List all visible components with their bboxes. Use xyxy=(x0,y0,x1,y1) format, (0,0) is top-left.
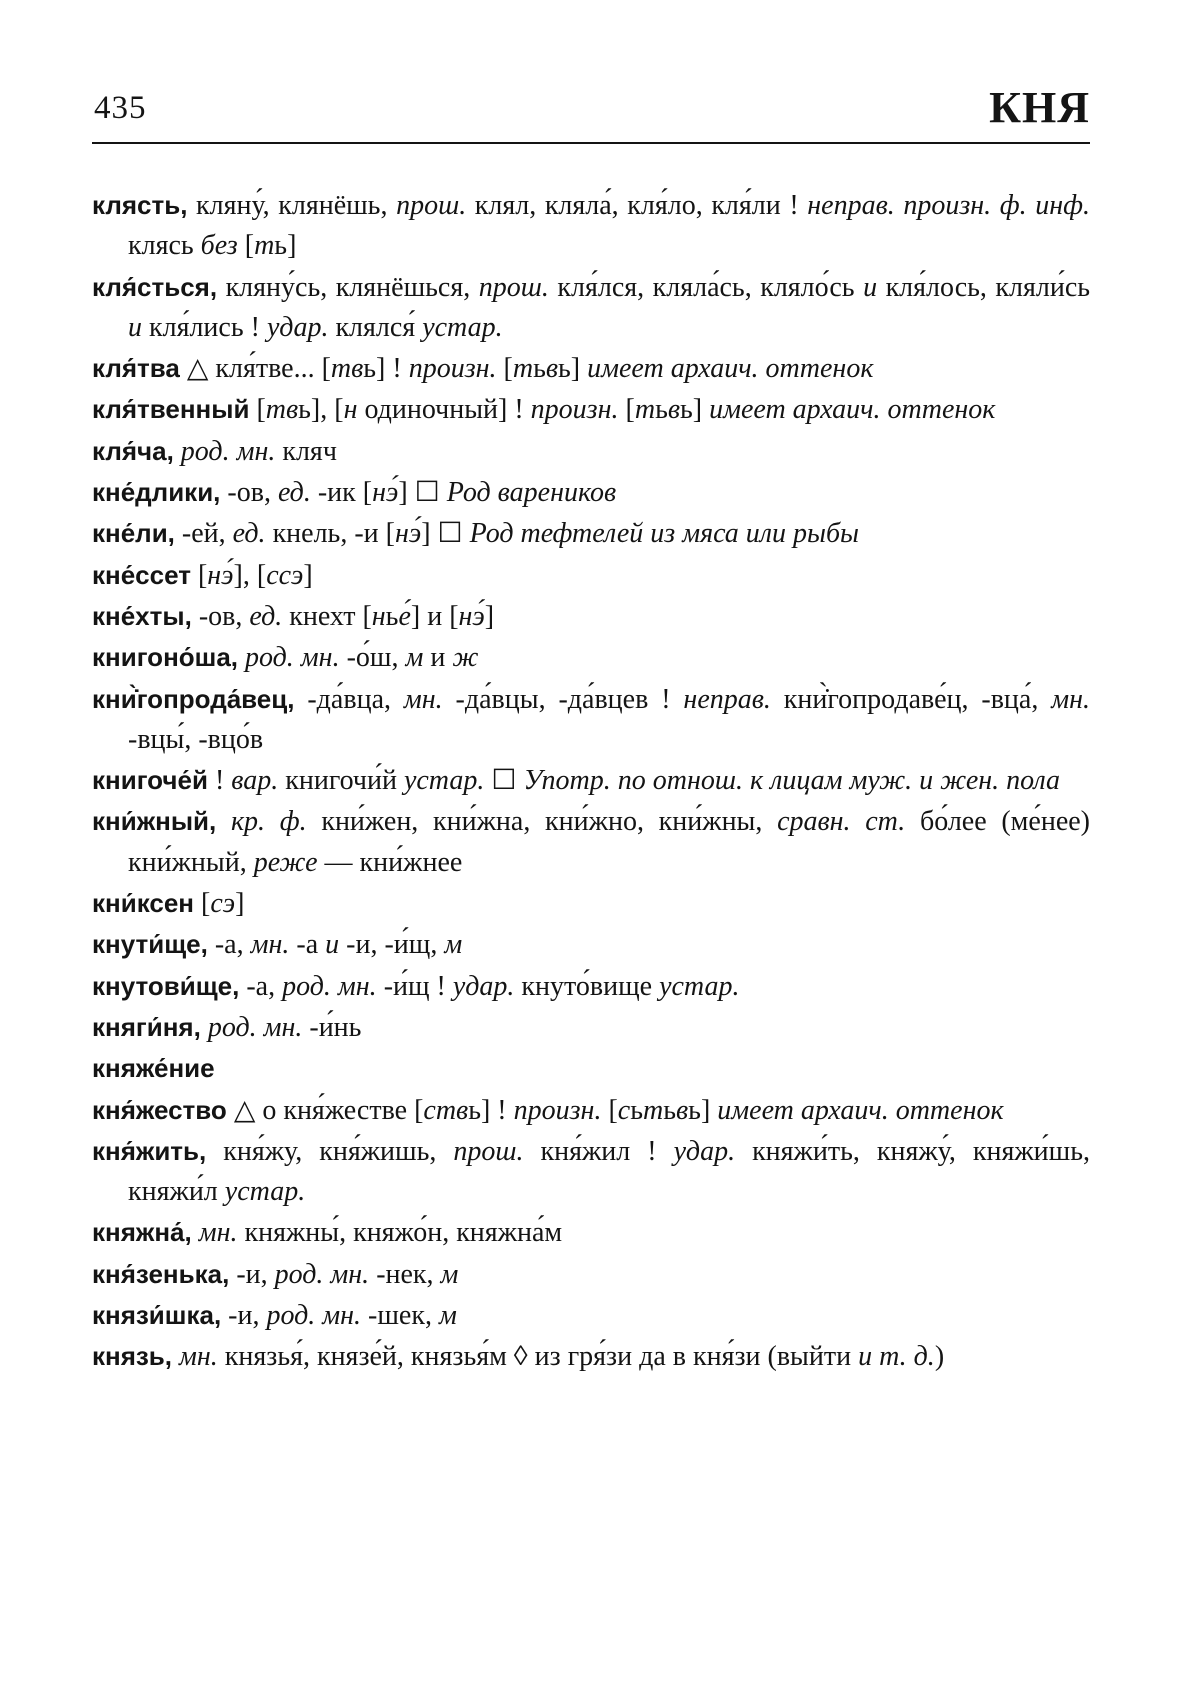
page-header xyxy=(92,80,1090,144)
entry-text: кнуто́вище xyxy=(514,970,660,1002)
entry-label-italic: произн. xyxy=(513,1094,602,1126)
entry-label-italic: м xyxy=(440,1258,459,1290)
entry-text: -ик [ xyxy=(310,477,373,509)
entry-label-italic: т xyxy=(634,394,656,426)
entry-label-italic: в xyxy=(667,394,680,426)
entry-label-italic: неправ. xyxy=(683,683,771,715)
entry-text: △ о кня́жестве [ xyxy=(226,1094,424,1126)
entry-label-italic: кр. ф. xyxy=(230,806,307,838)
dictionary-entry xyxy=(92,1212,1090,1253)
entry-text: клялся́ xyxy=(328,311,423,343)
entry-label-italic: род. мн. xyxy=(207,1011,303,1043)
entry-text: и xyxy=(423,642,453,674)
entry-text: [ xyxy=(194,888,211,920)
entry-text: △ кля́тве... [ xyxy=(179,353,331,385)
entry-label-italic: м xyxy=(438,1300,457,1332)
entry-text: -вцы́, -вцо́в xyxy=(128,723,264,755)
entry-label-italic: сэ xyxy=(210,888,236,920)
dictionary-entry xyxy=(92,1254,1090,1295)
entry-text: ! xyxy=(207,765,232,797)
entry-label-italic: имеет архаич. оттенок xyxy=(717,1094,1004,1126)
entry-label-italic: ед. xyxy=(232,518,266,550)
entry-text: клял, кляла́, кля́ло, кля́ли ! xyxy=(466,190,808,221)
dictionary-entry xyxy=(92,472,1090,513)
entry-text: -и́щ ! xyxy=(376,970,453,1002)
entry-label-italic: ж xyxy=(452,642,479,674)
entry-text: -а xyxy=(289,929,326,961)
entry-text: ] xyxy=(235,888,245,920)
entry-label-italic: удар. xyxy=(266,311,329,343)
entries-column xyxy=(92,185,1090,1378)
entry-text: -а, xyxy=(239,970,283,1002)
entry-text: -и́нь xyxy=(302,1011,362,1043)
entry-text: -шек, xyxy=(361,1300,439,1332)
entry-text: [ xyxy=(249,394,266,426)
entry-text: -ей, xyxy=(174,518,233,550)
dictionary-entry xyxy=(92,185,1090,267)
entry-text: ] ☐ xyxy=(398,477,447,509)
entry-text: князья́, князе́й, князья́м ◊ из гря́зи да в кня́зи (выйти xyxy=(217,1341,859,1373)
entry-label-italic: е́ xyxy=(398,600,411,632)
entry-headword: книгоно́ша, xyxy=(92,642,239,673)
entry-text: одиночный] ! xyxy=(357,394,531,426)
entry-headword: княги́ня, xyxy=(92,1011,201,1042)
entry-label-italic: мн. xyxy=(1051,683,1090,715)
entry-label-italic: тв xyxy=(330,353,364,385)
entry-text: ь], [ xyxy=(298,394,344,426)
entry-headword: княжна́, xyxy=(92,1217,192,1248)
entry-label-italic: устар. xyxy=(224,1176,306,1208)
entry-text: кля́лся, кляла́сь, кляло́сь xyxy=(548,271,864,303)
entry-text: кни̇̀гопродаве́ц, -вца́, xyxy=(770,683,1052,715)
entry-label-italic: реже xyxy=(253,846,318,878)
entry-text xyxy=(201,1012,208,1043)
entry-headword: князь, xyxy=(92,1341,173,1372)
entry-label-italic: н xyxy=(371,600,386,632)
entry-headword: кнутови́ще, xyxy=(92,970,240,1001)
entry-headword: кня́зенька, xyxy=(92,1258,230,1289)
entry-text: ь xyxy=(385,600,399,632)
entry-text: княжны́, княжо́н, княжна́м xyxy=(237,1217,563,1249)
entry-text xyxy=(238,642,245,673)
dictionary-entry xyxy=(92,679,1090,761)
entry-text: бо́лее (ме́нее) кни́жный, xyxy=(128,806,1090,878)
entry-headword: кни́жный, xyxy=(92,806,217,837)
entry-text: [ xyxy=(237,230,255,262)
entry-text: клясь xyxy=(128,230,201,262)
entry-text: кляну́сь, клянёшься, xyxy=(217,271,479,303)
running-head: КНЯ xyxy=(989,83,1090,132)
entry-headword: кни̇̀гопрода́вец, xyxy=(92,683,295,714)
entry-label-italic: м xyxy=(444,929,463,961)
dictionary-entry xyxy=(92,801,1090,883)
dictionary-entry xyxy=(92,966,1090,1007)
entry-label-italic: н xyxy=(343,394,358,426)
entry-text xyxy=(216,806,231,837)
entry-text: ь xyxy=(663,1094,677,1126)
entry-label-italic: и xyxy=(128,311,142,343)
entry-label-italic: без xyxy=(200,230,238,262)
entry-text: -да́вцы, -да́вцев ! xyxy=(442,683,684,715)
entry-label-italic: имеет архаич. оттенок xyxy=(709,394,996,426)
entry-headword: кля́ча, xyxy=(92,435,174,466)
entry-label-italic: в xyxy=(676,1094,689,1126)
entry-text: -ов, xyxy=(191,600,250,632)
entry-headword: кне́хты, xyxy=(92,600,192,631)
entry-text: ь] xyxy=(558,353,588,385)
entry-label-italic: род. мн. xyxy=(282,970,377,1002)
entry-label-italic: сравн. ст. xyxy=(777,806,906,838)
entry-label-italic: ед. xyxy=(277,477,311,509)
entry-text: ], [ xyxy=(233,559,267,591)
entry-headword: кня́жить, xyxy=(92,1135,207,1166)
entry-text: кня́жу, кня́жишь, xyxy=(206,1135,454,1167)
entry-label-italic: род. мн. xyxy=(245,642,340,674)
entry-headword: княже́ние xyxy=(92,1053,215,1084)
entry-label-italic: род. мн. xyxy=(274,1258,370,1290)
entry-text: кнехт [ xyxy=(282,600,372,632)
entry-label-italic: мн. xyxy=(179,1341,218,1373)
entry-label-italic: неправ. произн. ф. инф. xyxy=(807,190,1091,221)
entry-label-italic: нэ́ xyxy=(458,600,485,632)
entry-label-italic: устар. xyxy=(422,311,503,343)
entry-label-italic: прош. xyxy=(453,1135,524,1167)
entry-label-italic: Род тефтелей из мяса или рыбы xyxy=(469,518,860,550)
entry-label-italic: т xyxy=(254,230,275,262)
entry-text: кнель, -и [ xyxy=(265,518,395,550)
dictionary-entry xyxy=(92,596,1090,637)
entry-label-italic: тв xyxy=(265,394,299,426)
entry-label-italic: м xyxy=(405,642,424,674)
entry-text: кни́жен, кни́жна, кни́жно, кни́жны, xyxy=(306,806,778,838)
entry-label-italic: и xyxy=(325,929,340,961)
entry-text: -и, xyxy=(221,1300,267,1332)
entry-text: ь] ! xyxy=(468,1094,514,1126)
entry-label-italic: прош. xyxy=(396,190,467,221)
entry-label-italic: Употр. по отнош. к лицам муж. и жен. пола xyxy=(523,765,1061,797)
entry-label-italic: в xyxy=(545,353,559,385)
dictionary-entry xyxy=(92,513,1090,554)
entry-headword: кля́сться, xyxy=(92,271,218,302)
dictionary-entry xyxy=(92,924,1090,965)
entry-label-italic: удар. xyxy=(452,970,515,1002)
entry-label-italic: ств xyxy=(423,1094,469,1126)
entry-label-italic: имеет архаич. оттенок xyxy=(587,353,874,385)
entry-headword: кне́длики, xyxy=(92,477,221,508)
entry-text: книгочи́й xyxy=(278,765,404,797)
entry-text: княжи́ть, княжу́, княжи́шь, княжи́л xyxy=(128,1135,1090,1208)
entry-label-italic: род. мн. xyxy=(266,1300,362,1332)
entry-headword: кни́ксен xyxy=(92,888,194,919)
entry-text: ь] xyxy=(680,394,710,426)
dictionary-entry xyxy=(92,1336,1090,1377)
entry-label-italic: ед. xyxy=(249,600,283,632)
entry-text: ь] ! xyxy=(363,353,409,385)
entry-text: ь] xyxy=(274,230,297,262)
entry-text: [ xyxy=(190,559,208,591)
entry-label-italic: удар. xyxy=(673,1135,736,1167)
entry-label-italic: т xyxy=(643,1094,664,1126)
entry-label-italic: и т. д. xyxy=(858,1341,935,1373)
entry-text: кляч xyxy=(275,435,337,467)
page-number: 435 xyxy=(94,90,147,126)
entry-text: ] xyxy=(303,559,313,591)
entry-text: ь xyxy=(630,1094,643,1126)
dictionary-entry xyxy=(92,1295,1090,1336)
entry-text: кля́лись ! xyxy=(142,311,267,343)
entry-label-italic: нэ́ xyxy=(394,518,422,550)
entry-text: кляну́, клянёшь, xyxy=(187,190,397,221)
entry-label-italic: с xyxy=(617,1094,631,1126)
dictionary-entry xyxy=(92,1090,1090,1131)
entry-text xyxy=(172,1341,179,1372)
dictionary-entry xyxy=(92,1048,1090,1089)
dictionary-entry xyxy=(92,637,1090,678)
entry-text: -и, -и́щ, xyxy=(339,929,445,961)
entry-text: ☐ xyxy=(484,765,524,797)
entry-text: -ов, xyxy=(220,477,278,509)
entry-label-italic: род. мн. xyxy=(180,435,276,467)
dictionary-entry xyxy=(92,348,1090,389)
entry-text: [ xyxy=(618,394,635,426)
entry-label-italic: нэ́ xyxy=(372,477,399,509)
entry-label-italic: произн. xyxy=(530,394,619,426)
entry-text: -да́вца, xyxy=(294,683,404,715)
entry-label-italic: т xyxy=(512,353,534,385)
entry-text: -нек, xyxy=(369,1258,441,1290)
dictionary-entry xyxy=(92,389,1090,430)
entry-text: кня́жил ! xyxy=(523,1135,674,1167)
entry-headword: кнути́ще, xyxy=(92,929,208,960)
entry-label-italic: нэ́ xyxy=(207,559,234,591)
dictionary-entry xyxy=(92,431,1090,472)
entry-label-italic: устар. xyxy=(659,970,740,1002)
entry-label-italic: прош. xyxy=(478,271,549,303)
entry-label-italic: Род вареников xyxy=(446,477,617,509)
dictionary-entry xyxy=(92,883,1090,924)
entry-label-italic: и xyxy=(863,271,878,303)
entry-text: [ xyxy=(601,1094,618,1126)
entry-label-italic: произн. xyxy=(408,353,497,385)
entry-headword: кля́твенный xyxy=(92,394,250,425)
entry-label-italic: мн. xyxy=(198,1217,238,1249)
entry-text: -и, xyxy=(229,1258,275,1290)
entry-label-italic: устар. xyxy=(403,765,485,797)
entry-text xyxy=(192,1217,199,1248)
entry-text: -а, xyxy=(207,929,251,961)
entry-headword: книгоче́й xyxy=(92,765,208,796)
dictionary-entry xyxy=(92,555,1090,596)
entry-label-italic: мн. xyxy=(403,683,443,715)
entry-text: — кни́жнее xyxy=(317,846,463,878)
entry-text: [ xyxy=(496,353,513,385)
entry-label-italic: ссэ xyxy=(266,559,304,591)
entry-text xyxy=(174,436,181,467)
entry-headword: кне́ли, xyxy=(92,518,175,549)
entry-text: ] ☐ xyxy=(421,518,470,550)
entry-headword: кня́жество xyxy=(92,1094,227,1125)
dictionary-entry xyxy=(92,760,1090,801)
entry-text: кля́лось, кляли́сь xyxy=(877,271,1091,303)
entry-label-italic: мн. xyxy=(250,929,290,961)
entry-text: ] и [ xyxy=(410,600,459,632)
entry-headword: клясть, xyxy=(92,190,188,220)
entry-text: ь xyxy=(533,353,546,385)
entry-headword: кля́тва xyxy=(92,353,180,384)
entry-text: ) xyxy=(934,1341,945,1373)
entry-headword: князи́шка, xyxy=(92,1300,222,1331)
entry-text: ] xyxy=(484,600,495,632)
entry-label-italic: вар. xyxy=(231,765,279,797)
entry-text: ь] xyxy=(688,1094,718,1126)
dictionary-entry xyxy=(92,1007,1090,1048)
dictionary-entry xyxy=(92,1131,1090,1213)
entry-text: ь xyxy=(655,394,668,426)
entry-headword: кне́ссет xyxy=(92,559,191,590)
dictionary-entry xyxy=(92,267,1090,349)
entry-text: -о́ш, xyxy=(339,642,406,674)
